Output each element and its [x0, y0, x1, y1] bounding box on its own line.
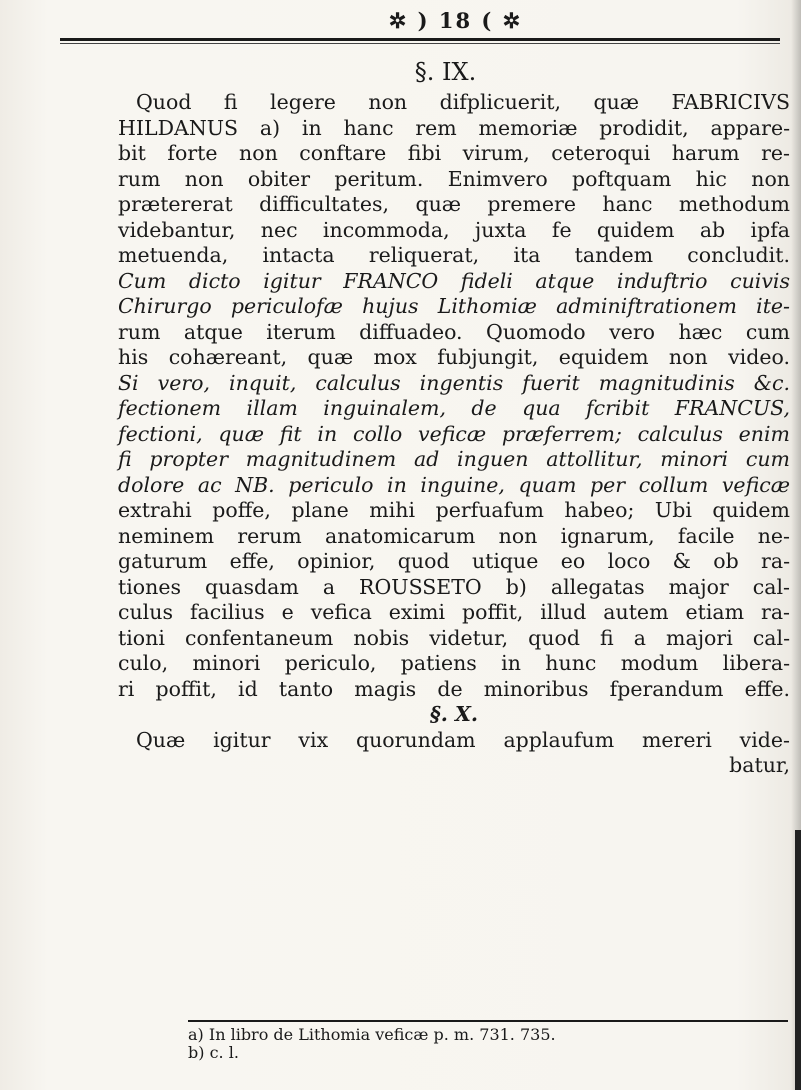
- text-line: fectionem illam inguinalem, de qua fcribit FRANCUS,: [118, 396, 790, 420]
- catchword: batur,: [729, 753, 790, 777]
- text-line: fi propter magnitudinem ad inguen attollitur, minori cum: [118, 447, 790, 471]
- text-line: Cum dicto igitur FRANCO fideli atque induftrio cuivis: [118, 268, 790, 293]
- header-rule: [60, 38, 780, 41]
- text-line: videbantur, nec incommoda, juxta fe quidem ab ipfa: [118, 217, 790, 242]
- text-line: ri poffit, id tanto magis de minoribus fperandum effe.: [118, 676, 790, 701]
- text-line: Quod fi legere non difplicuerit, quæ FABRICIVS: [136, 90, 790, 114]
- text-line: culo, minori periculo, patiens in hunc modum libera-: [118, 651, 790, 675]
- text-line: Chirurgo periculofæ hujus Lithomiæ adminiftrationem ite-: [118, 294, 790, 318]
- section-title-x: §. X.: [429, 702, 479, 726]
- footnote-a: a) In libro de Lithomia veficæ p. m. 731. 735.: [188, 1025, 556, 1044]
- running-header: ✲ ) 18 ( ✲: [388, 8, 523, 33]
- text-line: bit forte non conftare fibi virum, ceteroqui harum re-: [118, 141, 790, 165]
- text-line: his cohæreant, quæ mox fubjungit, equidem non video.: [118, 345, 790, 369]
- binding-edge: [795, 830, 801, 1090]
- text-line: Quæ igitur vix quorundam applaufum mereri vide-: [136, 727, 790, 752]
- text-line: metuenda, intacta reliquerat, ita tandem concludit.: [118, 243, 790, 267]
- section-title: §. IX.: [414, 58, 477, 86]
- header-rule-thin: [60, 43, 780, 44]
- text-line: gaturum effe, opinior, quod utique eo loco & ob ra-: [118, 549, 790, 573]
- text-line: neminem rerum anatomicarum non ignarum, facile ne-: [118, 523, 790, 548]
- text-line: fectioni, quæ fit in collo veficæ præferrem; calculus enim: [118, 421, 790, 446]
- footnotes: [188, 1026, 556, 1062]
- text-line: extrahi poffe, plane mihi perfuafum habeo; Ubi quidem: [118, 498, 790, 522]
- text-line: Si vero, inquit, calculus ingentis fuerit magnitudinis &c.: [118, 370, 790, 395]
- footnote-rule: [188, 1020, 788, 1022]
- text-line: tiones quasdam a ROUSSETO b) allegatas major cal-: [118, 574, 790, 599]
- text-line: HILDANUS a) in hanc rem memoriæ prodidit, appare-: [118, 115, 790, 140]
- footnote-b: b) c. l.: [188, 1043, 239, 1062]
- body-text: [118, 90, 790, 779]
- text-line: rum atque iterum diffuadeo. Quomodo vero hæc cum: [118, 319, 790, 344]
- text-line: tioni confentaneum nobis videtur, quod fi a majori cal-: [118, 625, 790, 650]
- text-line: dolore ac NB. periculo in inguine, quam per collum veficæ: [118, 472, 790, 497]
- text-line: prætererat difficultates, quæ premere hanc methodum: [118, 192, 790, 216]
- text-line: culus facilius e vefica eximi poffit, illud autem etiam ra-: [118, 600, 790, 624]
- text-line: rum non obiter peritum. Enimvero poftquam hic non: [118, 166, 790, 191]
